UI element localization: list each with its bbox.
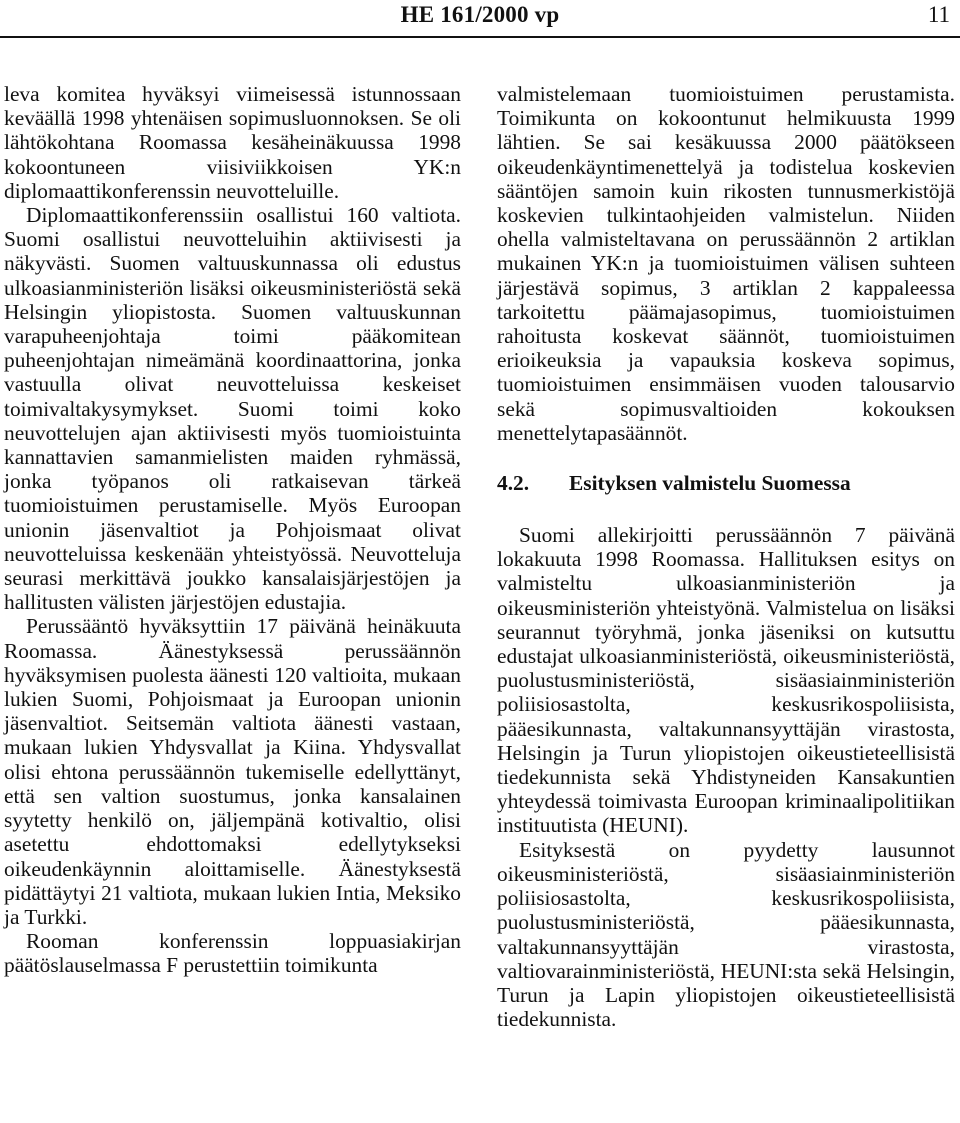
- section-heading: [497, 471, 955, 495]
- paragraph: Suomi allekirjoitti perussäännön 7 päivänä lokakuuta 1998 Roomassa. Hallituksen esitys on valmisteltu ulkoasianministeriön ja oikeusministeriön yhteistyönä. Valmistelua on lisäksi seurannut työryhmä, jonka jäseniksi on kutsuttu edustajat ulkoasianministeriöstä, oikeusministeriöstä, puolustusministeriöstä, sisäasiainministeriön poliisiosastolta, keskusrikospoliisista, pääesikunnasta, valtakunnansyyttäjän virastosta, Helsingin ja Turun yliopistojen oikeustieteellisistä tiedekunnista sekä Yhdistyneiden Kansakuntien yhteydessä toimivasta Euroopan kriminaalipolitiikan instituutista (HEUNI).: [497, 523, 955, 838]
- page-header: [0, 0, 960, 36]
- page-number: 11: [927, 2, 950, 27]
- document-title: HE 161/2000 vp: [400, 2, 560, 27]
- paragraph: Diplomaattikonferenssiin osallistui 160 valtiota. Suomi osallistui neuvotteluihin aktiivisesti ja näkyvästi. Suomen valtuuskunnassa oli edustus ulkoasianministeriön lisäksi oikeusministeriöstä sekä Helsingin yliopistosta. Suomen valtuuskunnan varapuheenjohtaja toimi pääkomitean puheenjohtajan nimeämänä koordinaattorina, jonka vastuulla olivat neuvotteluissa keskeiset toimivaltakysymykset. Suomi toimi koko neuvottelujen ajan aktiivisesti myös tuomioistuinta kannattavien samanmielisten maiden ryhmässä, jonka työpanos oli ratkaisevan tärkeä tuomioistuimen perustamiselle. Myös Euroopan unionin jäsenvaltiot ja Pohjoismaat olivat neuvotteluissa keskenään yhteistyössä. Neuvotteluja seurasi merkittävä joukko kansalaisjärjestöjen ja hallitusten välisten järjestöjen edustajia.: [4, 203, 461, 615]
- paragraph: Esityksestä on pyydetty lausunnot oikeusministeriöstä, sisäasiainministeriön poliisiosastolta, keskusrikospoliisista, puolustusministeriöstä, pääesikunnasta, valtakunnansyyttäjän virastosta, valtiovarainministeriöstä, HEUNI:sta sekä Helsingin, Turun ja Lapin yliopistojen oikeustieteellisistä tiedekunnista.: [497, 837, 955, 1032]
- header-rule: [0, 36, 960, 38]
- paragraph: Rooman konferenssin loppuasiakirjan päätöslauselmassa F perustettiin toimikunta: [4, 929, 461, 978]
- left-column: [4, 82, 461, 978]
- section-number: 4.2.: [497, 471, 530, 496]
- paragraph: Perussääntö hyväksyttiin 17 päivänä heinäkuuta Roomassa. Äänestyksessä perussäännön hyväksymisen puolesta äänesti 120 valtioita, mukaan lukien Suomi, Pohjoismaat ja Euroopan unionin jäsenvaltiot. Seitsemän valtiota äänesti vastaan, mukaan lukien Yhdysvallat ja Kiina. Yhdysvallat olisi ehtona perussäännön tukemiselle edellyttänyt, että sen valtion suostumus, jonka kansalainen syytetty henkilö on, jäljempänä kotivaltio, olisi asetettu ehdottomaksi edellytykseksi oikeudenkäynnin aloittamiselle. Äänestyksestä pidättäytyi 21 valtiota, mukaan lukien Intia, Meksiko ja Turkki.: [4, 614, 461, 929]
- right-column: [497, 82, 955, 1031]
- section-title: Esityksen valmistelu Suomessa: [569, 471, 851, 496]
- paragraph: leva komitea hyväksyi viimeisessä istunnossaan keväällä 1998 yhtenäisen sopimusluonnoksen. Se oli lähtökohtana Roomassa kesäheinäkuussa 1998 kokoontuneen viisiviikkoisen YK:n diplomaattikonferenssin neuvotteluille.: [4, 82, 461, 203]
- paragraph: valmistelemaan tuomioistuimen perustamista. Toimikunta on kokoontunut helmikuusta 1999 lähtien. Se sai kesäkuussa 2000 päätökseen oikeudenkäyntimenettelyä ja todistelua koskevien sääntöjen samoin kuin rikosten tunnusmerkistöjä koskevien tulkintaohjeiden valmistelun. Niiden ohella valmisteltavana on perussäännön 2 artiklan mukainen YK:n ja tuomioistuimen välisen suhteen järjestävä sopimus, 3 artiklan 2 kappaleessa tarkoitettu päämajasopimus, tuomioistuimen rahoitusta koskevat säännöt, tuomioistuimen erioikeuksia ja vapauksia koskeva sopimus, tuomioistuimen ensimmäisen vuoden talousarvio sekä sopimusvaltioiden kokouksen menettelytapasäännöt.: [497, 82, 955, 445]
